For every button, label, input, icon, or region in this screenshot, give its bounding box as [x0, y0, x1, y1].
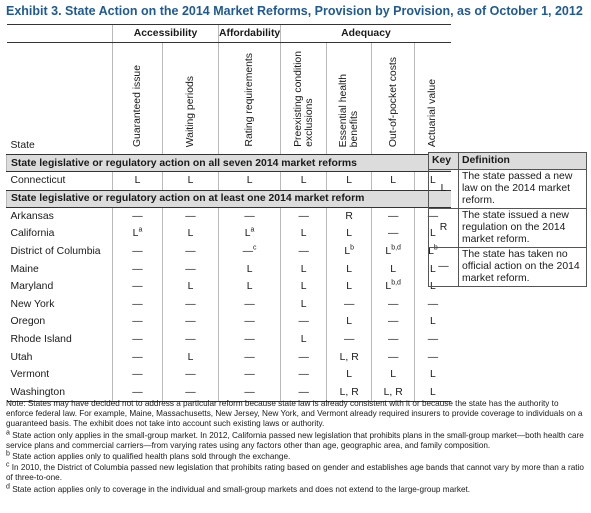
table-row: Utah — L — — L, R — —: [7, 348, 451, 366]
table-row: Maine — — L L L L L: [7, 260, 451, 278]
state-action-table: [6, 24, 451, 402]
table-row: Oregon — — — — L — L: [7, 313, 451, 331]
col-header-waiting-periods: Waiting periods: [185, 75, 196, 147]
col-header-guaranteed-issue: Guaranteed issue: [132, 64, 143, 147]
exhibit-title: Exhibit 3. State Action on the 2014 Market Reforms, Provision by Provision, as of October 1, 2012: [6, 4, 583, 18]
key-row-l: L The state passed a new law on the 2014 market reform.: [429, 170, 587, 209]
section-all-seven: State legislative or regulatory action on all seven 2014 market reforms: [7, 155, 451, 172]
col-header-rating: Rating requirements: [244, 53, 256, 147]
footnote-d: $^d$ State action applies only to coverage in the individual and small-group markets and does not extend to the large-group market.: [6, 482, 471, 494]
group-header-row: [7, 25, 451, 43]
table-row: California $L^a$ L $L^a$ L L — L: [7, 225, 451, 243]
footnote-b: $^b$ State action applies only to qualified health plans sold through the exchange.: [6, 450, 291, 462]
col-header-state: State: [7, 43, 113, 155]
table-row: Arkansas — — — — R — —: [7, 207, 451, 225]
col-header-ehb: Essential health benefits: [338, 73, 361, 147]
col-header-oop: Out-of-pocket costs: [387, 56, 399, 147]
group-affordability: Affordability: [219, 25, 281, 43]
key-table: [428, 152, 587, 287]
table-row: Rhode Island — — — L — — —: [7, 331, 451, 349]
footnote-a: $^a$ State action only applies in the small-group market. In 2012, California passed new legislation that prohibits plans in the small-group market—both health care service plans and commercial carriers—from varying rates using any factors other than age, geographic area, and family composition.: [6, 428, 584, 450]
table-row: Maryland — L L L L L$^{b,d}$ L: [7, 278, 451, 296]
key-row-r: R The state issued a new regulation on the 2014 market reform.: [429, 209, 587, 248]
table-row: District of Columbia — — —$^c$ — $L^b$ L$^{b,d}$ $L^b$: [7, 243, 451, 261]
state-rows: [7, 207, 451, 402]
notes: [6, 399, 588, 496]
col-header-actuarial: Actuarial value: [427, 78, 439, 147]
note-main: Note: States may have decided not to address a particular reform because state law is already consistent with it or because the state has the authority to enforce federal law. For example, Maine, Massachusetts, New Jersey, New York, and Vermont already required insurers to provide coverage to individuals on a guaranteed basis. The exhibit does not take into account such existing laws or authority.: [6, 399, 583, 429]
key-header: Key Definition: [429, 153, 587, 170]
table-row: New York — — — L — — —: [7, 296, 451, 314]
footnote-c: $^c$ In 2010, the District of Columbia passed new legislation that prohibits rating based on gender and establishes age bands that cannot vary by more than a ratio of three-to-one.: [6, 461, 584, 483]
group-accessibility: Accessibility: [113, 25, 219, 43]
col-header-preexisting: Preexisting condition exclusions: [292, 51, 315, 147]
group-adequacy: Adequacy: [281, 25, 451, 43]
key-row-dash: — The state has taken no official action on the 2014 market reform.: [429, 248, 587, 287]
section-at-least-one: State legislative or regulatory action on at least one 2014 market reform: [7, 190, 451, 207]
column-header-row: [7, 43, 451, 155]
table-row: Connecticut L L L L L L L: [7, 172, 451, 191]
table-row: Washington — — — — L, R L, R L: [7, 384, 451, 402]
table-row: Vermont — — — — L L L: [7, 366, 451, 384]
